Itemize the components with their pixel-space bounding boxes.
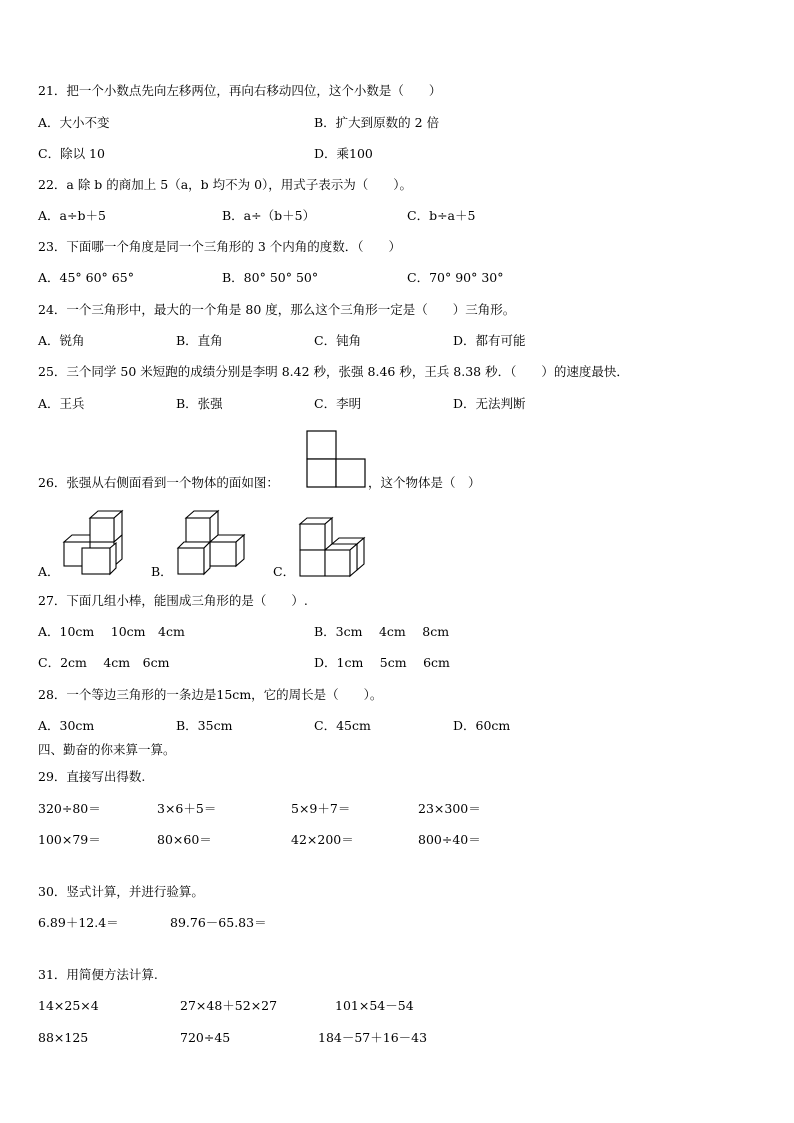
q30-item: 6.89＋12.4＝	[38, 915, 119, 930]
q21-option-b: B．扩大到原数的 2 倍	[314, 115, 440, 130]
option-c-cube-figure	[298, 516, 370, 578]
q22-option-b: B．a÷（b＋5）	[222, 208, 316, 223]
q28-option-a: A．30cm	[38, 718, 95, 733]
q27-option-b: B．3cm 4cm 8cm	[314, 624, 450, 639]
q26-option-c: C．	[273, 564, 296, 579]
q21-option-a: A．大小不变	[38, 115, 110, 130]
q29-item: 800÷40＝	[418, 832, 481, 847]
q24-option-b: B．直角	[176, 333, 223, 348]
q29-item: 5×9＋7＝	[291, 801, 351, 816]
q29-item: 320÷80＝	[38, 801, 101, 816]
q31-item: 720÷45	[180, 1030, 231, 1045]
q25-option-d: D．无法判断	[453, 396, 526, 411]
q21-option-c: C．除以 10	[38, 146, 105, 161]
q22-option-a: A．a÷b＋5	[38, 208, 106, 223]
q23-option-a: A．45° 60° 65°	[38, 270, 134, 285]
q24-option-d: D．都有可能	[453, 333, 526, 348]
q21-stem: 21．把一个小数点先向左移两位，再向右移动四位，这个小数是（ ）	[38, 83, 442, 98]
q27-option-c: C．2cm 4cm 6cm	[38, 655, 170, 670]
q28-option-b: B．35cm	[176, 718, 233, 733]
q28-option-c: C．45cm	[314, 718, 371, 733]
q28-stem: 28．一个等边三角形的一条边是15cm，它的周长是（ ）。	[38, 687, 383, 702]
q31-item: 88×125	[38, 1030, 89, 1045]
q23-option-b: B．80° 50° 50°	[222, 270, 319, 285]
q30-stem: 30．竖式计算，并进行验算。	[38, 884, 204, 899]
q24-option-a: A．锐角	[38, 333, 85, 348]
q26-stem-after: ，这个物体是（ ）	[368, 475, 481, 490]
q21-option-d: D．乘100	[314, 146, 373, 161]
q22-stem: 22．a 除 b 的商加上 5（a，b 均不为 0），用式子表示为（ ）。	[38, 177, 413, 192]
q25-option-c: C．李明	[314, 396, 362, 411]
q26-option-a: A．	[38, 564, 60, 579]
q29-item: 100×79＝	[38, 832, 101, 847]
q27-option-a: A．10cm 10cm 4cm	[38, 624, 185, 639]
q31-item: 184－57＋16－43	[318, 1030, 428, 1045]
q29-item: 23×300＝	[418, 801, 481, 816]
q27-stem: 27．下面几组小棒，能围成三角形的是（ ）.	[38, 593, 308, 608]
q23-stem: 23．下面哪一个角度是同一个三角形的 3 个内角的度数．（ ）	[38, 239, 402, 254]
q29-stem: 29．直接写出得数.	[38, 769, 146, 784]
q29-item: 42×200＝	[291, 832, 354, 847]
q24-stem: 24．一个三角形中，最大的一个角是 80 度，那么这个三角形一定是（ ）三角形。	[38, 302, 516, 317]
q29-item: 80×60＝	[157, 832, 212, 847]
q28-option-d: D．60cm	[453, 718, 511, 733]
q31-stem: 31．用简便方法计算.	[38, 967, 158, 982]
q22-option-c: C．b÷a＋5	[407, 208, 476, 223]
q26-stem-before: 26．张强从右侧面看到一个物体的面如图：	[38, 475, 279, 490]
q25-option-b: B．张强	[176, 396, 223, 411]
q23-option-c: C．70° 90° 30°	[407, 270, 504, 285]
q31-item: 14×25×4	[38, 998, 99, 1013]
q29-item: 3×6＋5＝	[157, 801, 217, 816]
side-view-figure	[306, 430, 368, 488]
section-4-title: 四、勤奋的你来算一算。	[38, 742, 176, 757]
option-a-cube-figure	[62, 508, 126, 578]
q25-stem: 25．三个同学 50 米短跑的成绩分别是李明 8.42 秒，张强 8.46 秒，王兵 8.38 秒．（ ）的速度最快．	[38, 364, 629, 379]
q30-item: 89.76－65.83＝	[170, 915, 267, 930]
option-b-cube-figure	[176, 508, 248, 578]
q31-item: 27×48＋52×27	[180, 998, 278, 1013]
q24-option-c: C．钝角	[314, 333, 362, 348]
q26-option-b: B．	[151, 564, 173, 579]
q31-item: 101×54－54	[335, 998, 414, 1013]
q27-option-d: D．1cm 5cm 6cm	[314, 655, 450, 670]
q25-option-a: A．王兵	[38, 396, 85, 411]
